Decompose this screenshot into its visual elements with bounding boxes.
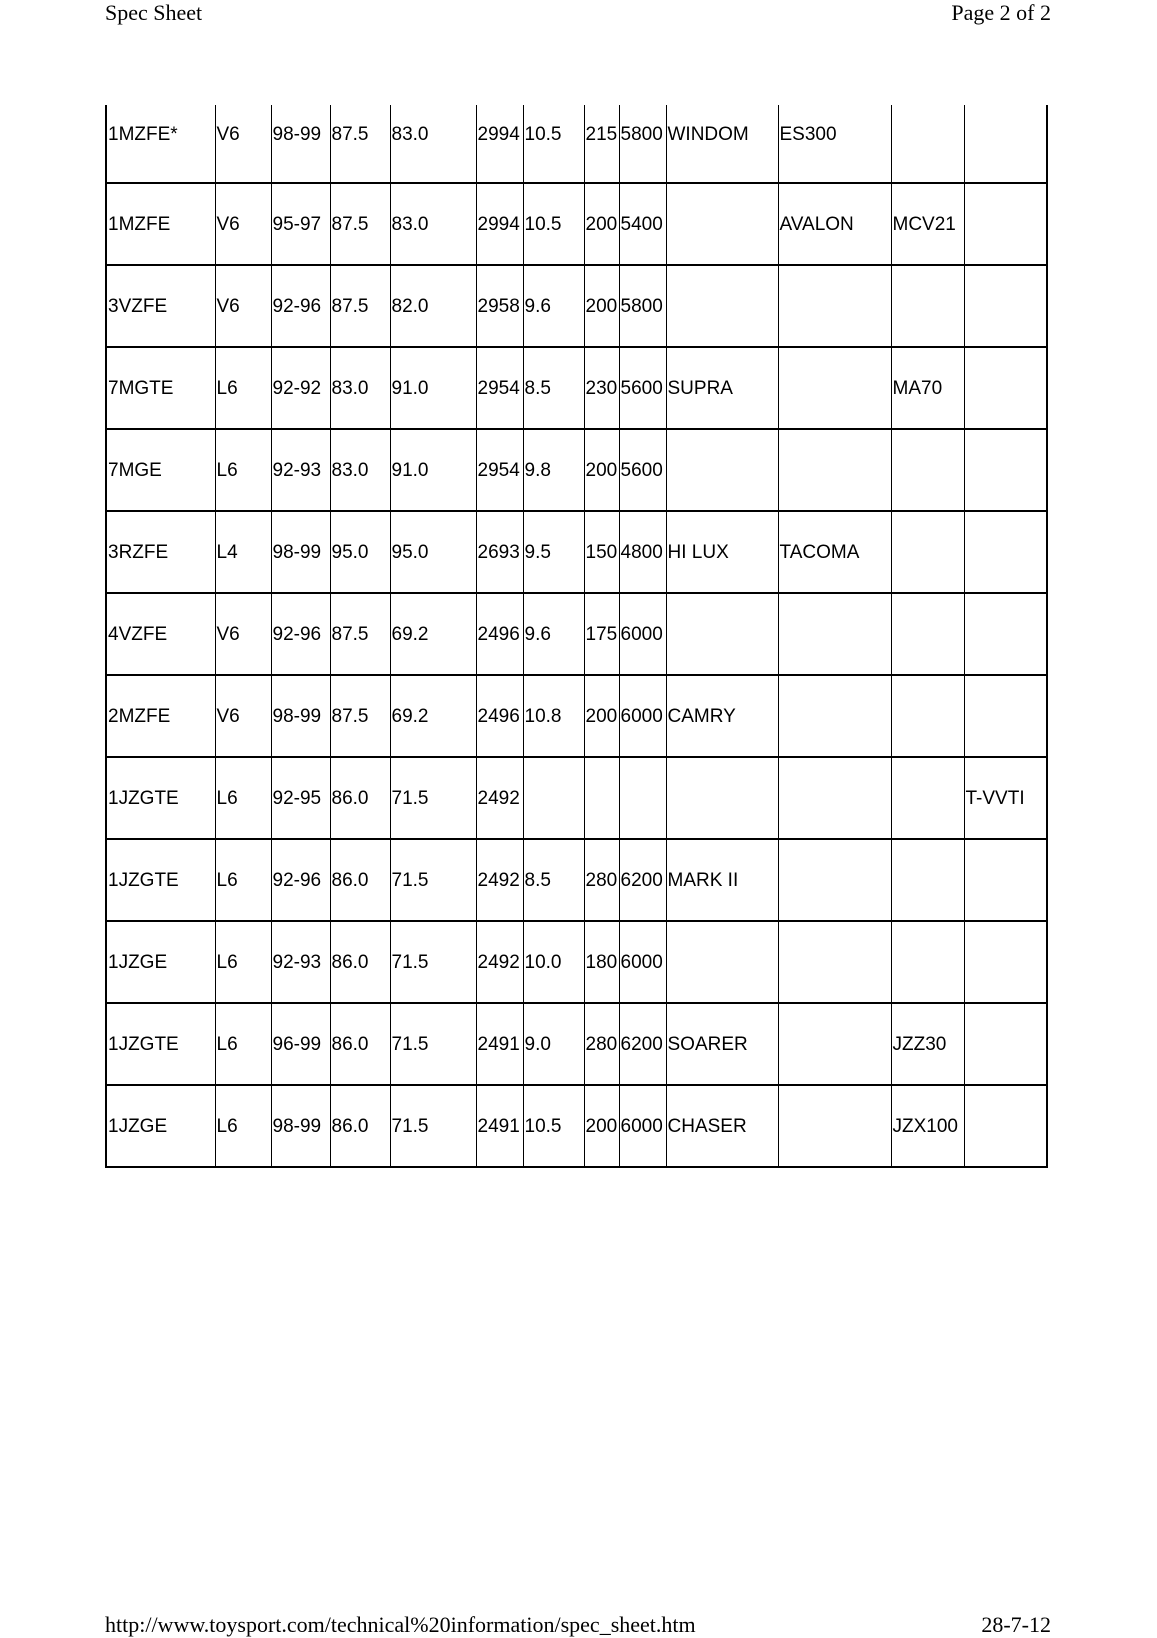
print-date: 28-7-12: [981, 1612, 1051, 1637]
page-header-title: Spec Sheet: [105, 0, 203, 25]
cell-engine-layout: L6: [215, 921, 271, 1003]
cell-displacement: 2958: [476, 265, 523, 347]
cell-years: 92-92: [271, 347, 330, 429]
cell-power: 200: [584, 265, 619, 347]
cell-chassis-code: [891, 105, 964, 183]
cell-displacement: 2994: [476, 183, 523, 265]
cell-engine-code: 7MGTE: [106, 347, 215, 429]
cell-engine-code: 1JZGE: [106, 921, 215, 1003]
cell-bore: 83.0: [330, 347, 390, 429]
cell-years: 98-99: [271, 105, 330, 183]
table-row: [106, 675, 1047, 757]
cell-engine-layout: V6: [215, 675, 271, 757]
cell-rpm: 6000: [619, 921, 666, 1003]
cell-compression-ratio: 8.5: [523, 347, 584, 429]
cell-engine-code: 1MZFE: [106, 183, 215, 265]
cell-years: 92-93: [271, 921, 330, 1003]
cell-rpm: 6000: [619, 1085, 666, 1167]
cell-export-model: [778, 757, 891, 839]
page-number: Page 2 of 2: [951, 0, 1051, 25]
cell-rpm: 6200: [619, 1003, 666, 1085]
cell-notes: [964, 593, 1047, 675]
cell-rpm: 5800: [619, 105, 666, 183]
cell-compression-ratio: 10.0: [523, 921, 584, 1003]
cell-notes: T-VVTI: [964, 757, 1047, 839]
cell-stroke: 71.5: [390, 921, 476, 1003]
cell-model-name: WINDOM: [666, 105, 778, 183]
cell-stroke: 71.5: [390, 839, 476, 921]
table-row: [106, 105, 1047, 183]
cell-bore: 86.0: [330, 839, 390, 921]
cell-stroke: 69.2: [390, 675, 476, 757]
cell-chassis-code: [891, 511, 964, 593]
cell-export-model: [778, 921, 891, 1003]
cell-power: 175: [584, 593, 619, 675]
cell-chassis-code: [891, 593, 964, 675]
cell-chassis-code: [891, 265, 964, 347]
cell-export-model: [778, 839, 891, 921]
table-row: [106, 429, 1047, 511]
cell-bore: 86.0: [330, 757, 390, 839]
cell-compression-ratio: 9.6: [523, 593, 584, 675]
cell-power: [584, 757, 619, 839]
cell-years: 92-95: [271, 757, 330, 839]
cell-chassis-code: [891, 921, 964, 1003]
cell-displacement: 2954: [476, 429, 523, 511]
cell-years: 92-93: [271, 429, 330, 511]
cell-displacement: 2693: [476, 511, 523, 593]
cell-compression-ratio: 9.5: [523, 511, 584, 593]
cell-rpm: 4800: [619, 511, 666, 593]
cell-rpm: 6200: [619, 839, 666, 921]
cell-engine-code: 1JZGTE: [106, 757, 215, 839]
page-source-url: http://www.toysport.com/technical%20information/spec_sheet.htm: [105, 1612, 696, 1637]
cell-rpm: 5600: [619, 429, 666, 511]
table-row: [106, 593, 1047, 675]
cell-bore: 87.5: [330, 675, 390, 757]
cell-years: 98-99: [271, 675, 330, 757]
cell-engine-code: 1JZGE: [106, 1085, 215, 1167]
cell-engine-layout: L6: [215, 757, 271, 839]
cell-export-model: [778, 593, 891, 675]
cell-stroke: 82.0: [390, 265, 476, 347]
cell-export-model: [778, 429, 891, 511]
table-row: [106, 1085, 1047, 1167]
cell-displacement: 2492: [476, 757, 523, 839]
cell-engine-layout: L6: [215, 347, 271, 429]
cell-years: 92-96: [271, 593, 330, 675]
cell-notes: [964, 839, 1047, 921]
cell-rpm: 5400: [619, 183, 666, 265]
cell-engine-code: 2MZFE: [106, 675, 215, 757]
cell-stroke: 71.5: [390, 757, 476, 839]
cell-bore: 87.5: [330, 183, 390, 265]
cell-rpm: 5600: [619, 347, 666, 429]
cell-engine-layout: V6: [215, 105, 271, 183]
cell-displacement: 2491: [476, 1085, 523, 1167]
cell-export-model: [778, 1003, 891, 1085]
cell-stroke: 69.2: [390, 593, 476, 675]
cell-model-name: HI LUX: [666, 511, 778, 593]
cell-stroke: 91.0: [390, 347, 476, 429]
cell-bore: 83.0: [330, 429, 390, 511]
cell-engine-code: 1JZGTE: [106, 1003, 215, 1085]
cell-engine-code: 3VZFE: [106, 265, 215, 347]
table-row: [106, 265, 1047, 347]
table-row: [106, 1003, 1047, 1085]
cell-power: 200: [584, 429, 619, 511]
cell-model-name: [666, 183, 778, 265]
cell-chassis-code: [891, 675, 964, 757]
cell-engine-code: 3RZFE: [106, 511, 215, 593]
table-row: [106, 183, 1047, 265]
cell-displacement: 2492: [476, 921, 523, 1003]
cell-model-name: [666, 757, 778, 839]
cell-model-name: SOARER: [666, 1003, 778, 1085]
cell-power: 150: [584, 511, 619, 593]
table-row: [106, 757, 1047, 839]
cell-model-name: [666, 429, 778, 511]
cell-years: 98-99: [271, 1085, 330, 1167]
cell-engine-layout: V6: [215, 183, 271, 265]
table-row: [106, 511, 1047, 593]
cell-years: 95-97: [271, 183, 330, 265]
cell-export-model: [778, 675, 891, 757]
cell-notes: [964, 1003, 1047, 1085]
cell-bore: 87.5: [330, 265, 390, 347]
cell-export-model: ES300: [778, 105, 891, 183]
cell-compression-ratio: 10.5: [523, 183, 584, 265]
cell-engine-code: 7MGE: [106, 429, 215, 511]
cell-stroke: 83.0: [390, 105, 476, 183]
cell-engine-layout: L6: [215, 1085, 271, 1167]
cell-notes: [964, 675, 1047, 757]
cell-engine-layout: V6: [215, 265, 271, 347]
cell-bore: 87.5: [330, 593, 390, 675]
cell-compression-ratio: 10.5: [523, 105, 584, 183]
cell-engine-layout: V6: [215, 593, 271, 675]
cell-model-name: CAMRY: [666, 675, 778, 757]
cell-export-model: AVALON: [778, 183, 891, 265]
cell-engine-code: 1JZGTE: [106, 839, 215, 921]
cell-years: 92-96: [271, 839, 330, 921]
cell-chassis-code: [891, 757, 964, 839]
cell-compression-ratio: 8.5: [523, 839, 584, 921]
cell-power: 280: [584, 839, 619, 921]
cell-compression-ratio: 9.0: [523, 1003, 584, 1085]
cell-compression-ratio: [523, 757, 584, 839]
cell-compression-ratio: 9.6: [523, 265, 584, 347]
cell-bore: 86.0: [330, 921, 390, 1003]
cell-compression-ratio: 9.8: [523, 429, 584, 511]
cell-notes: [964, 183, 1047, 265]
cell-export-model: [778, 265, 891, 347]
cell-rpm: 6000: [619, 675, 666, 757]
cell-power: 180: [584, 921, 619, 1003]
cell-years: 98-99: [271, 511, 330, 593]
cell-chassis-code: [891, 839, 964, 921]
cell-power: 280: [584, 1003, 619, 1085]
cell-power: 200: [584, 183, 619, 265]
cell-chassis-code: MCV21: [891, 183, 964, 265]
engine-spec-table: [105, 105, 1048, 1168]
cell-stroke: 71.5: [390, 1003, 476, 1085]
cell-engine-layout: L6: [215, 1003, 271, 1085]
cell-notes: [964, 429, 1047, 511]
cell-bore: 95.0: [330, 511, 390, 593]
cell-notes: [964, 921, 1047, 1003]
cell-displacement: 2994: [476, 105, 523, 183]
cell-compression-ratio: 10.8: [523, 675, 584, 757]
cell-chassis-code: JZX100: [891, 1085, 964, 1167]
cell-model-name: MARK II: [666, 839, 778, 921]
cell-displacement: 2954: [476, 347, 523, 429]
cell-export-model: TACOMA: [778, 511, 891, 593]
cell-displacement: 2496: [476, 593, 523, 675]
cell-model-name: [666, 921, 778, 1003]
cell-stroke: 83.0: [390, 183, 476, 265]
cell-model-name: CHASER: [666, 1085, 778, 1167]
cell-engine-code: 1MZFE*: [106, 105, 215, 183]
cell-power: 200: [584, 1085, 619, 1167]
cell-bore: 86.0: [330, 1003, 390, 1085]
cell-chassis-code: JZZ30: [891, 1003, 964, 1085]
cell-notes: [964, 105, 1047, 183]
cell-engine-layout: L6: [215, 839, 271, 921]
cell-power: 230: [584, 347, 619, 429]
cell-notes: [964, 511, 1047, 593]
cell-export-model: [778, 347, 891, 429]
cell-displacement: 2492: [476, 839, 523, 921]
cell-years: 96-99: [271, 1003, 330, 1085]
cell-chassis-code: [891, 429, 964, 511]
cell-bore: 87.5: [330, 105, 390, 183]
cell-stroke: 95.0: [390, 511, 476, 593]
table-row: [106, 347, 1047, 429]
cell-engine-layout: L6: [215, 429, 271, 511]
cell-rpm: 5800: [619, 265, 666, 347]
cell-notes: [964, 347, 1047, 429]
cell-bore: 86.0: [330, 1085, 390, 1167]
cell-compression-ratio: 10.5: [523, 1085, 584, 1167]
cell-years: 92-96: [271, 265, 330, 347]
cell-model-name: SUPRA: [666, 347, 778, 429]
table-row: [106, 921, 1047, 1003]
cell-displacement: 2496: [476, 675, 523, 757]
cell-engine-layout: L4: [215, 511, 271, 593]
cell-power: 200: [584, 675, 619, 757]
cell-engine-code: 4VZFE: [106, 593, 215, 675]
cell-notes: [964, 1085, 1047, 1167]
cell-export-model: [778, 1085, 891, 1167]
cell-model-name: [666, 593, 778, 675]
cell-rpm: 6000: [619, 593, 666, 675]
cell-rpm: [619, 757, 666, 839]
cell-stroke: 71.5: [390, 1085, 476, 1167]
cell-chassis-code: MA70: [891, 347, 964, 429]
cell-power: 215: [584, 105, 619, 183]
cell-displacement: 2491: [476, 1003, 523, 1085]
table-row: [106, 839, 1047, 921]
cell-stroke: 91.0: [390, 429, 476, 511]
cell-notes: [964, 265, 1047, 347]
cell-model-name: [666, 265, 778, 347]
spec-table-body: [106, 105, 1047, 1167]
